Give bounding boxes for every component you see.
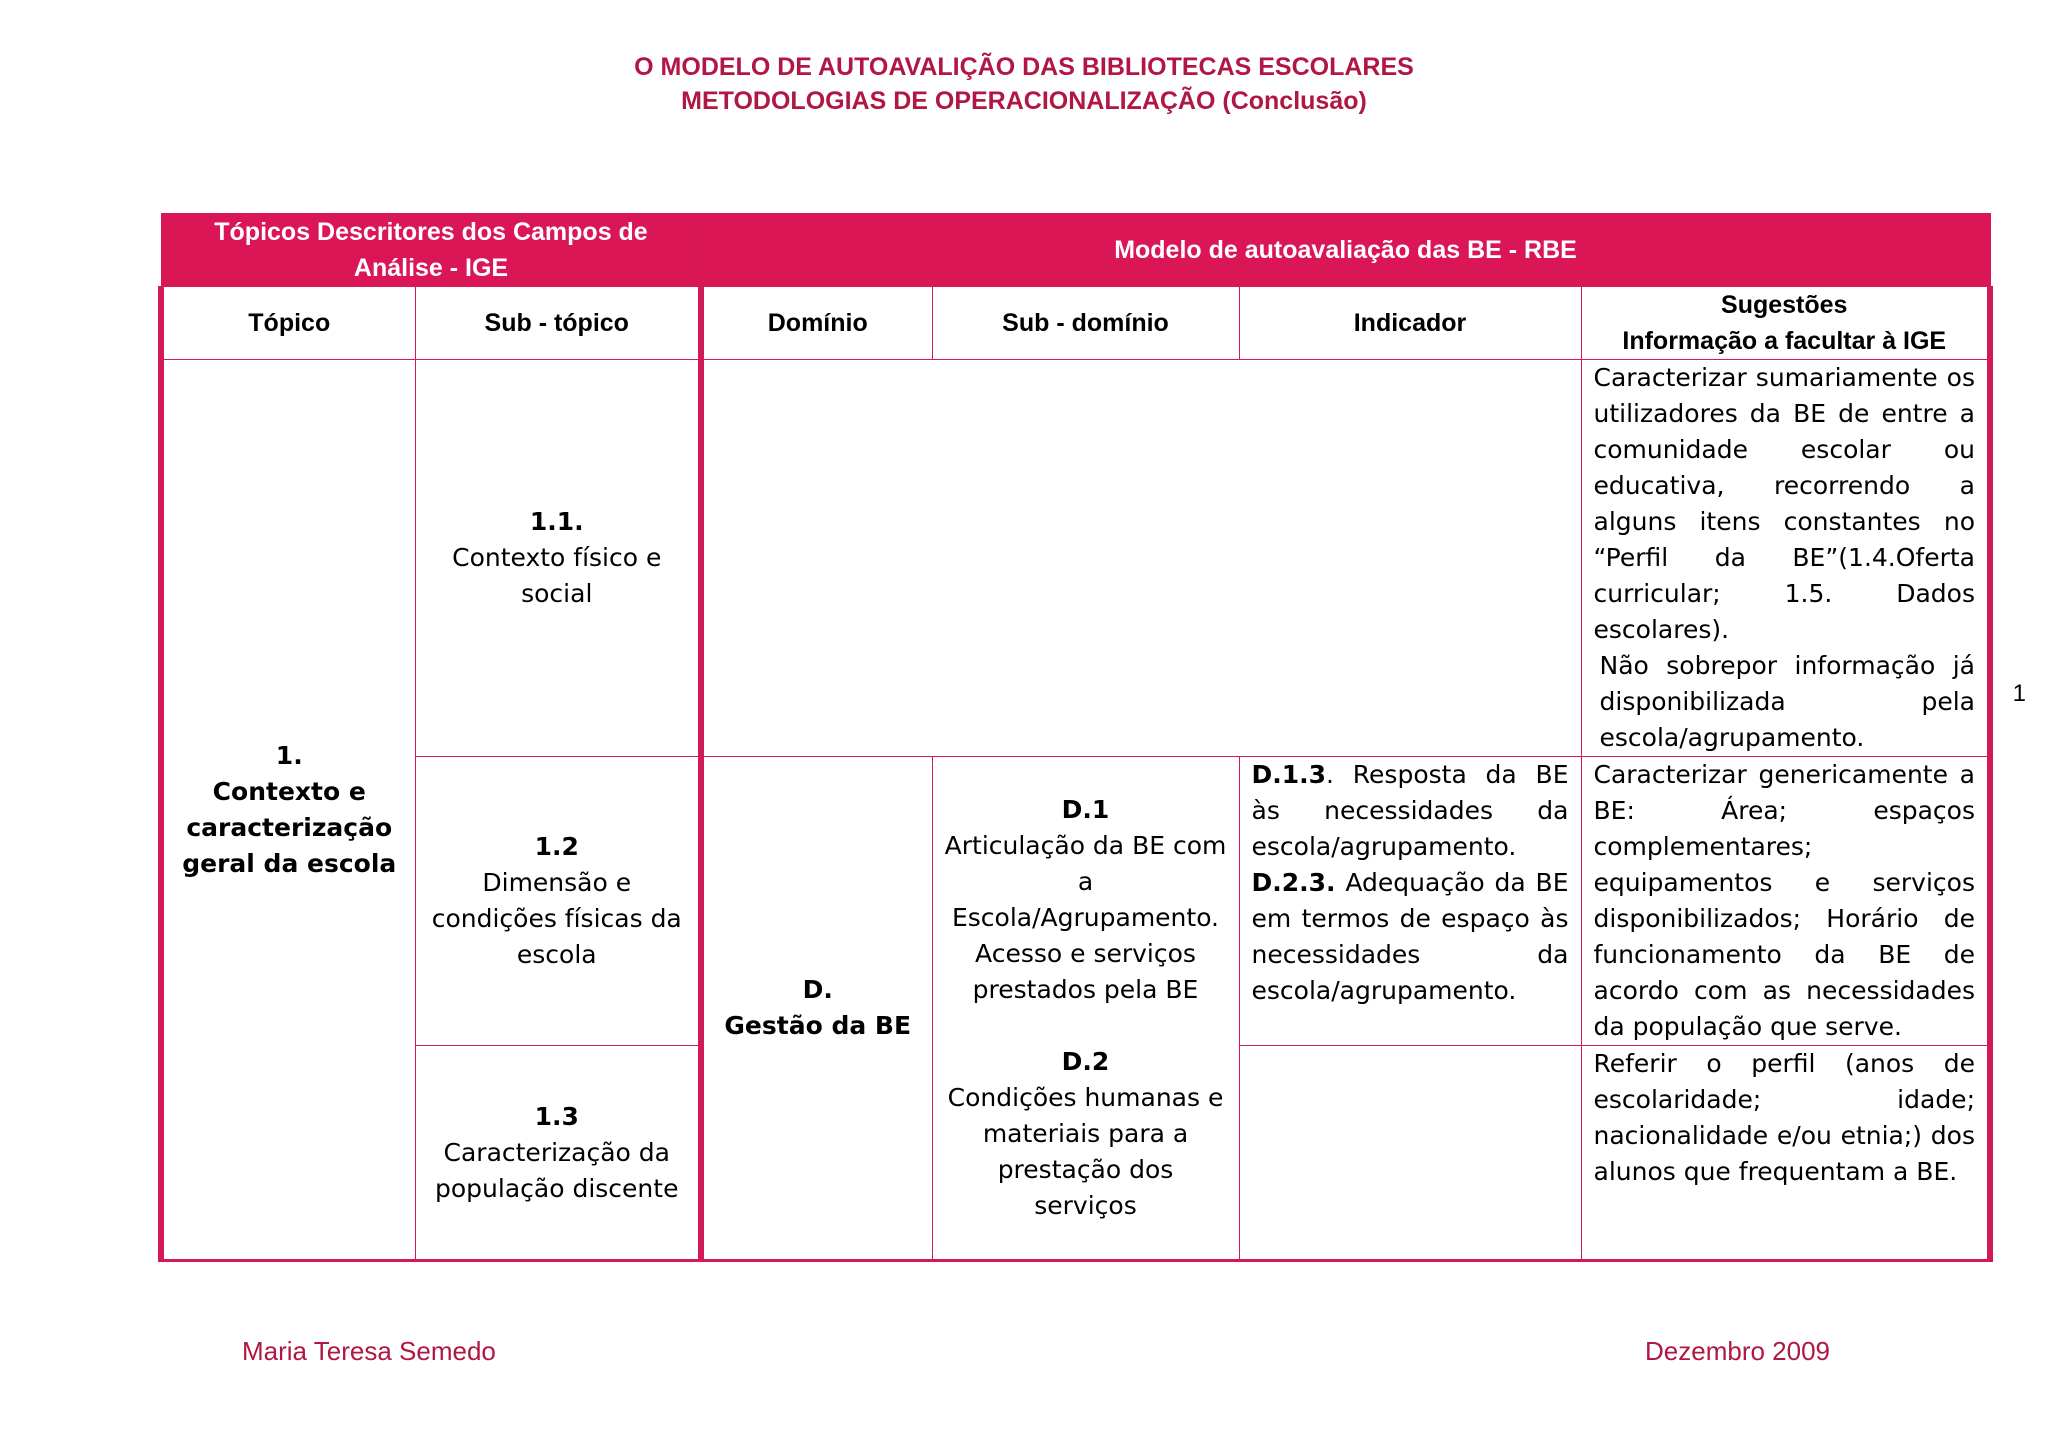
indicator-cell [1239, 757, 1581, 1046]
topic-number: 1. [275, 740, 303, 770]
empty-indicator-cell [1239, 1046, 1581, 1261]
topic-cell [161, 360, 415, 1261]
indicator-code: D.2.3. [1251, 868, 1336, 897]
suggestion-cell [1581, 360, 1990, 757]
suggestion-text: Não sobrepor informação já disponibilizada pela escola/agrupamento. [1599, 651, 1975, 752]
indicator-text: Adequação da BE em termos de espaço às necessidades da escola/agrupamento. [1251, 868, 1569, 1005]
column-header-subdominio: Sub - domínio [932, 287, 1239, 360]
subdomain-title: Articulação da BE com a Escola/Agrupamento. Acesso e serviços prestados pela BE [944, 831, 1227, 1004]
column-header-row [161, 287, 1990, 360]
suggestion-text: Caracterizar sumariamente os utilizadores da BE de entre a comunidade escolar ou educativa, recorrendo a alguns itens constantes no “Perfil da BE”(1.4.Oferta curricular; 1.5. Dados escolares). [1593, 363, 1975, 644]
subtopic-number: 1.3 [534, 1101, 579, 1131]
subdomain-code: D.1 [1061, 795, 1110, 824]
ige-group-header: Tópicos Descritores dos Campos de Análise - IGE [161, 214, 701, 287]
subtopic-number: 1.2 [534, 832, 579, 861]
rbe-group-header: Modelo de autoavaliação das BE - RBE [701, 214, 1990, 287]
indicator-code: D.1.3 [1251, 760, 1327, 789]
column-header-dominio: Domínio [701, 287, 932, 360]
subdomain-title: Condições humanas e materiais para a prestação dos serviços [947, 1083, 1224, 1220]
column-header-topico: Tópico [161, 287, 415, 360]
sugestoes-title: Sugestões [1721, 291, 1848, 319]
subtopic-title: Caracterização da população discente [435, 1137, 679, 1203]
table-row [161, 360, 1990, 757]
column-header-subtopico: Sub - tópico [415, 287, 701, 360]
subtopic-cell [415, 757, 701, 1046]
document-header [0, 50, 2048, 118]
page-number: 1 [2012, 680, 2026, 707]
footer-date: Dezembro 2009 [1645, 1336, 1830, 1366]
column-header-sugestoes [1581, 287, 1990, 360]
suggestion-cell [1581, 757, 1990, 1046]
header-subtitle: METODOLOGIAS DE OPERACIONALIZAÇÃO (Conclusão) [681, 87, 1367, 115]
empty-rbe-cell [701, 360, 1581, 757]
subtopic-cell [415, 1046, 701, 1261]
subdomain-cell [932, 757, 1239, 1261]
sugestoes-subtitle: Informação a facultar à IGE [1622, 327, 1947, 355]
suggestion-text: Referir o perfil (anos de escolaridade; idade; nacionalidade e/ou etnia;) dos alunos que frequentam a BE. [1593, 1049, 1975, 1186]
subtopic-title: Dimensão e condições físicas da escola [431, 868, 682, 969]
indicator-text: . Resposta da BE às necessidades da escola/agrupamento. [1251, 760, 1569, 861]
header-title: O MODELO DE AUTOAVALIÇÃO DAS BIBLIOTECAS ESCOLARES [634, 53, 1414, 81]
subdomain-code: D.2 [1061, 1047, 1110, 1076]
indicator-item [1252, 865, 1569, 1009]
indicator-item [1252, 757, 1569, 865]
table-row [161, 757, 1990, 1046]
subtopic-number: 1.1. [529, 507, 584, 536]
self-evaluation-table [158, 213, 1993, 1262]
footer-author: Maria Teresa Semedo [242, 1336, 496, 1366]
subtopic-cell [415, 360, 701, 757]
topic-title: Contexto e caracterização geral da escola [182, 776, 397, 878]
suggestion-text: Caracterizar genericamente a BE: Área; espaços complementares; equipamentos e serviços disponibilizados; Horário de funcionamento da BE de acordo com as necessidades da população que serve. [1593, 760, 1975, 1041]
group-header-row [161, 214, 1990, 287]
suggestion-cell [1581, 1046, 1990, 1261]
domain-title: Gestão da BE [724, 1011, 912, 1040]
subtopic-title: Contexto físico e social [452, 543, 662, 608]
column-header-indicador: Indicador [1239, 287, 1581, 360]
domain-cell [701, 757, 932, 1261]
domain-code: D. [802, 975, 833, 1004]
